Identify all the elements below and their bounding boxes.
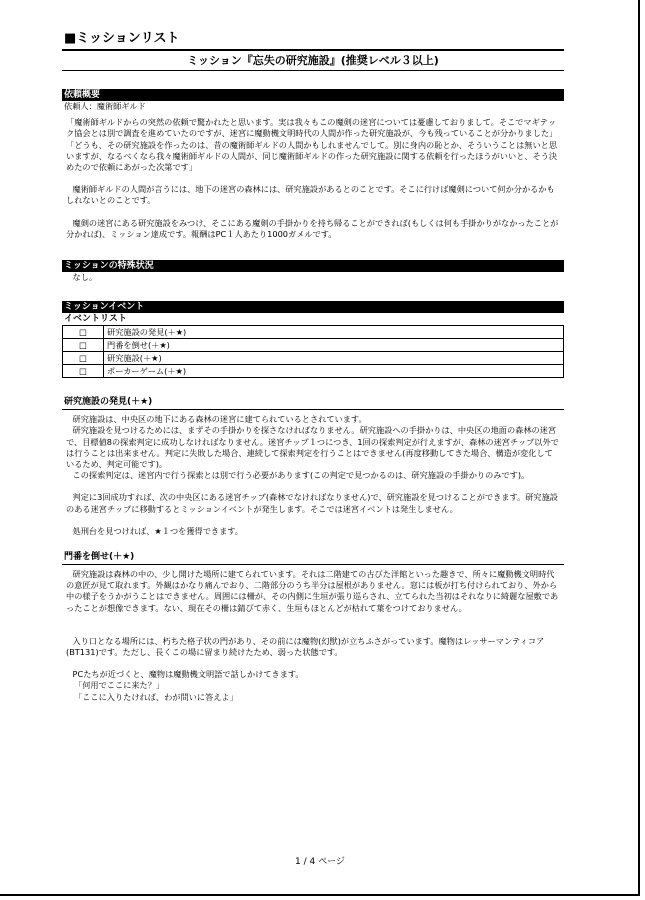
overview-heading: 依頼概要 bbox=[62, 89, 564, 101]
discovery-paragraph: 研究施設は、中央区の地下にある森林の迷宮に建てられているとされています。 bbox=[72, 414, 367, 425]
spacer bbox=[62, 625, 564, 636]
gatekeeper-paragraph: 研究施設は森林の中の、少し開けた場所に建てられています。それは二階建ての古びた洋館といった趣きで、所々に魔動機文明時代の意匠が見て取れます。外観はかなり痛んでおり、二階部分のうち半分は屋根がありません。窓には板が打ち付けられており、外から中の様子をうかがうことはできません。周囲には柵が、その内側に生垣が張り巡らされ、立てられた当初はそれなりに綺麗な屋敷であったことが想像できます。ない、現在その柵は錆びて赤く、生垣もほとんどが枯れて葉をつけておりません。 bbox=[66, 569, 559, 613]
overview-paragraph: 「どうも、その研究施設を作ったのは、昔の魔術師ギルドの人間かもしれませんでして。別に身内の恥とか、そういうことは無いと思いますが、なるべくなら我々魔術師ギルドの人間が、同じ魔術師ギルドの作った研究施設に関する依頼を行ったほうがいいと、そう決めたので依頼にあがった次第です」 bbox=[66, 139, 558, 173]
discovery-paragraph: この探索判定は、迷宮内で行う探索とは別で行う必要があります(この判定で見つかるのは、研究施設の手掛かりのみです)。 bbox=[72, 470, 530, 481]
event-item: 研究施設の発見(＋★) bbox=[104, 326, 564, 339]
checkbox-icon: □ bbox=[63, 326, 104, 339]
event-list-table bbox=[62, 325, 564, 378]
mission-title: ミッション『忘失の研究施設』(推奨レベル３以上) bbox=[62, 51, 564, 71]
discovery-heading: 研究施設の発見(＋★) bbox=[62, 396, 564, 410]
spacer bbox=[62, 614, 564, 625]
table-row bbox=[63, 365, 564, 378]
gatekeeper-paragraph: 入り口となる場所には、朽ちた格子状の門があり、その前には魔物(幻獣)が立ちふさがっています。魔物はレッサーマンティコア(BT131)です。ただし、長くこの場に留まり続けたため、弱った状態です。 bbox=[66, 635, 545, 658]
event-item: ポーカーゲーム(＋★) bbox=[104, 365, 564, 378]
special-heading: ミッションの特殊状況 bbox=[62, 260, 564, 272]
client-line: 依頼人：魔術師ギルド bbox=[64, 101, 146, 111]
overview-paragraph: 「魔術師ギルドからの突然の依頼で驚かれたと思います。実は我々もこの魔剣の迷宮については憂慮しておりまして。そこでマギテック協会とは別で調査を進めていたのですが、迷宮に魔動機文明時代の人間が作った研究施設が、今も残っていることが分かりました」 bbox=[66, 117, 558, 139]
event-item: 門番を倒せ(＋★) bbox=[104, 339, 564, 352]
overview-paragraph: 魔術師ギルドの人間が言うには、地下の迷宮の森林には、研究施設があるとのことです。そこに行けば魔剣について何か分かるかもしれないとのことです。 bbox=[66, 184, 555, 206]
spacer bbox=[62, 173, 564, 184]
page-number: 1 / 4 ページ bbox=[295, 857, 345, 867]
document-body bbox=[62, 30, 564, 703]
checkbox-icon: □ bbox=[63, 352, 104, 365]
checkbox-icon: □ bbox=[63, 365, 104, 378]
spacer bbox=[62, 658, 564, 669]
gatekeeper-dialogue: 「何用でここに来た？」 bbox=[74, 680, 165, 691]
table-row bbox=[63, 352, 564, 365]
spacer bbox=[62, 481, 564, 492]
gatekeeper-paragraph: PCたちが近づくと、魔物は魔動機文明語で話しかけてきます。 bbox=[72, 669, 304, 680]
discovery-paragraph: 処刑台を見つければ、★１つを獲得できます。 bbox=[72, 525, 243, 536]
gatekeeper-dialogue: 「ここに入りたければ、わが問いに答えよ」 bbox=[74, 691, 238, 702]
gatekeeper-heading: 門番を倒せ(＋★) bbox=[62, 551, 564, 565]
event-list-heading: イベントリスト bbox=[64, 314, 127, 325]
checkbox-icon: □ bbox=[63, 339, 104, 352]
table-row bbox=[63, 339, 564, 352]
spacer bbox=[62, 515, 564, 526]
overview-paragraph: 魔剣の迷宮にある研究施設をみつけ、そこにある魔剣の手掛かりを持ち帰ることができれば(もしくは何も手掛かりがなかったことが分かれば)、ミッション達成です。報酬はPC１人あたり1000ガメルです。 bbox=[66, 217, 559, 239]
events-heading: ミッションイベント bbox=[62, 301, 564, 313]
document-title: ■ミッションリスト bbox=[64, 31, 180, 46]
special-text: なし。 bbox=[72, 272, 98, 283]
discovery-paragraph: 判定に3回成功すれば、次の中央区にある迷宮チップ(森林でなければなりません)で、研究施設を見つけることができます。研究施設のある迷宮チップに移動するとミッションイベントが発生します。そこでは迷宮イベントは発生しません。 bbox=[66, 492, 558, 514]
event-item: 研究施設(＋★) bbox=[104, 352, 564, 365]
table-row bbox=[63, 326, 564, 339]
spacer bbox=[62, 207, 564, 218]
discovery-paragraph: 研究施設を見つけるためには、まずその手掛かりを探さなければなりません。研究施設への手掛かりは、中央区の地面の森林の迷宮で、目標値8の探索判定に成功しなければなりません。迷宮チップ１つにつき、1回の探索判定が行えますが、森林の迷宮チップ以外では行うことは出来ません。判定に失敗した場合、連続して探索判定を行うことはできません(再度移動してきた場合、構造が変化しているため、判定可能です)。 bbox=[66, 425, 559, 470]
